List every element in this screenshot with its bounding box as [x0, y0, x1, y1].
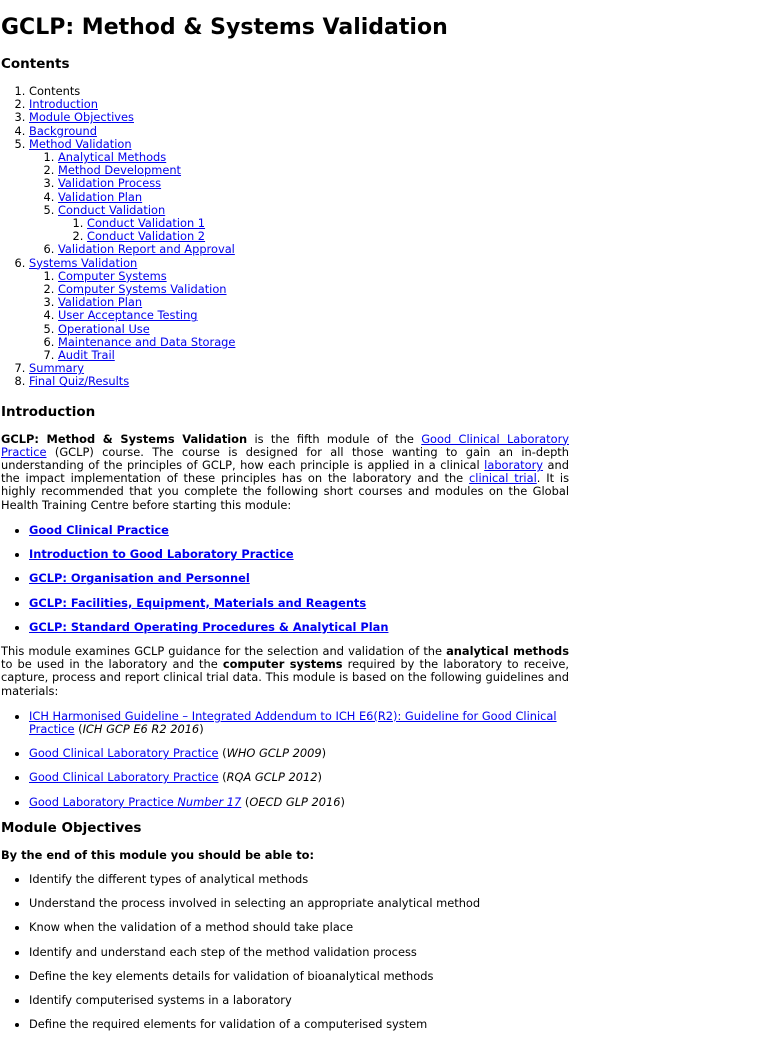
toc-sublist	[58, 217, 569, 243]
toc-link-method-development[interactable]: Method Development	[58, 163, 182, 178]
toc-link-conduct-validation-2[interactable]: Conduct Validation 2	[87, 229, 206, 244]
list-item	[29, 572, 569, 585]
toc-link-operational-use[interactable]: Operational Use	[58, 321, 150, 336]
toc-link-analytical-methods[interactable]: Analytical Methods	[58, 150, 167, 165]
list-item	[29, 548, 569, 561]
toc-link-computer-systems-validation[interactable]: Computer Systems Validation	[58, 282, 227, 297]
toc-link-user-acceptance-testing[interactable]: User Acceptance Testing	[58, 308, 198, 323]
introduction-paragraph: GCLP: Method & Systems Validation is the fifth module of the Good Clinical Laboratory Practice (GCLP) course. The course is designed for all those wanting to gain an in-depth understanding of the principles of GCLP, how each principle is applied in a clinical laboratory and the impact implementation of these principles has on the laboratory and the clinical trial. It is highly recommended that you complete the following short courses and modules on the Global Health Training Centre before starting this module:	[1, 431, 570, 512]
toc-sublist	[29, 270, 569, 362]
prerequisite-list	[1, 524, 569, 634]
contents-list	[1, 85, 569, 389]
toc-link-introduction[interactable]: Introduction	[29, 97, 98, 112]
toc-item	[58, 204, 569, 244]
toc-link-conduct-validation-1[interactable]: Conduct Validation 1	[87, 216, 206, 231]
objectives-list	[1, 873, 569, 1031]
link-gclp[interactable]: Good Clinical Laboratory Practice	[1, 431, 570, 459]
toc-link-module-objectives[interactable]: Module Objectives	[29, 110, 134, 125]
guideline-link-who[interactable]: Good Clinical Laboratory Practice	[29, 746, 219, 761]
page-title: GCLP: Method & Systems Validation	[1, 15, 448, 40]
link-laboratory[interactable]: laboratory	[484, 458, 544, 473]
toc-item	[58, 336, 569, 349]
list-item: • Identify and understand each step of the method validation process	[29, 946, 569, 959]
module-scope-paragraph: This module examines GCLP guidance for the selection and validation of the analytical methods to be used in the laboratory and the computer systems required by the laboratory to receive, capture, process and report clinical trial data. This module is based on the following guidelines and materials:	[1, 643, 569, 698]
toc-link-systems-validation[interactable]: Systems Validation	[29, 255, 138, 270]
toc-link-validation-report[interactable]: Validation Report and Approval	[58, 242, 235, 257]
list-item	[29, 621, 569, 634]
toc-link-method-validation[interactable]: Method Validation	[29, 136, 132, 151]
introduction-heading: Introduction	[1, 403, 96, 420]
list-item: • Identify the different types of analytical methods	[29, 873, 569, 886]
prereq-link-facilities[interactable]: GCLP: Facilities, Equipment, Materials and Reagents	[29, 595, 367, 610]
toc-link-final-quiz[interactable]: Final Quiz/Results	[29, 374, 130, 389]
prereq-link-intro-glp[interactable]: Introduction to Good Laboratory Practice	[29, 547, 294, 562]
list-item: • Understand the process involved in selecting an appropriate analytical method	[29, 897, 569, 910]
toc-item	[58, 349, 569, 362]
prereq-link-sops[interactable]: GCLP: Standard Operating Procedures & Analytical Plan	[29, 619, 389, 634]
toc-item	[29, 375, 569, 388]
toc-link-validation-plan-2[interactable]: Validation Plan	[58, 295, 143, 310]
guideline-link-ich[interactable]: ICH Harmonised Guideline – Integrated Addendum to ICH E6(R2): Guideline for Good Clinical Practice	[29, 708, 557, 736]
toc-link-background[interactable]: Background	[29, 123, 97, 138]
list-item: • Good Laboratory Practice Number 17 (OECD GLP 2016)	[29, 796, 569, 809]
list-item: • Define the key elements details for validation of bioanalytical methods	[29, 970, 569, 983]
objectives-lead: By the end of this module you should be able to:	[1, 847, 315, 862]
guideline-link-rqa[interactable]: Good Clinical Laboratory Practice	[29, 770, 219, 785]
toc-item: 1. Contents	[29, 85, 569, 98]
toc-link-summary[interactable]: Summary	[29, 361, 85, 376]
toc-link-validation-process[interactable]: Validation Process	[58, 176, 162, 191]
toc-item	[29, 138, 569, 257]
toc-link-conduct-validation[interactable]: Conduct Validation	[58, 202, 166, 217]
contents-heading: Contents	[1, 56, 70, 72]
list-item	[29, 524, 569, 537]
document-page	[0, 15, 569, 1031]
guidelines-list	[1, 710, 569, 809]
toc-link-maintenance-data-storage[interactable]: Maintenance and Data Storage	[58, 334, 236, 349]
toc-sublist	[29, 151, 569, 257]
prereq-link-organisation[interactable]: GCLP: Organisation and Personnel	[29, 571, 250, 586]
toc-link-computer-systems[interactable]: Computer Systems	[58, 268, 167, 283]
list-item: • Define the required elements for validation of a computerised system	[29, 1018, 569, 1031]
list-item	[29, 597, 569, 610]
prereq-link-gcp[interactable]: Good Clinical Practice	[29, 522, 169, 537]
link-clinical-trial[interactable]: clinical trial	[469, 471, 537, 486]
toc-item	[29, 111, 569, 124]
objectives-heading: Module Objectives	[1, 819, 142, 836]
toc-link-audit-trail[interactable]: Audit Trail	[58, 348, 115, 363]
list-item: • Know when the validation of a method should take place	[29, 921, 569, 934]
list-item: • Good Clinical Laboratory Practice (WHO GCLP 2009)	[29, 747, 569, 760]
toc-item	[29, 257, 569, 363]
list-item: • ICH Harmonised Guideline – Integrated Addendum to ICH E6(R2): Guideline for Good Clinical Practice (ICH GCP E6 R2 2016)	[29, 710, 569, 736]
list-item: • Good Clinical Laboratory Practice (RQA GCLP 2012)	[29, 771, 569, 784]
list-item: • Identify computerised systems in a laboratory	[29, 994, 569, 1007]
toc-link-validation-plan[interactable]: Validation Plan	[58, 189, 143, 204]
guideline-link-oecd[interactable]: Good Laboratory Practice Number 17	[29, 794, 242, 809]
